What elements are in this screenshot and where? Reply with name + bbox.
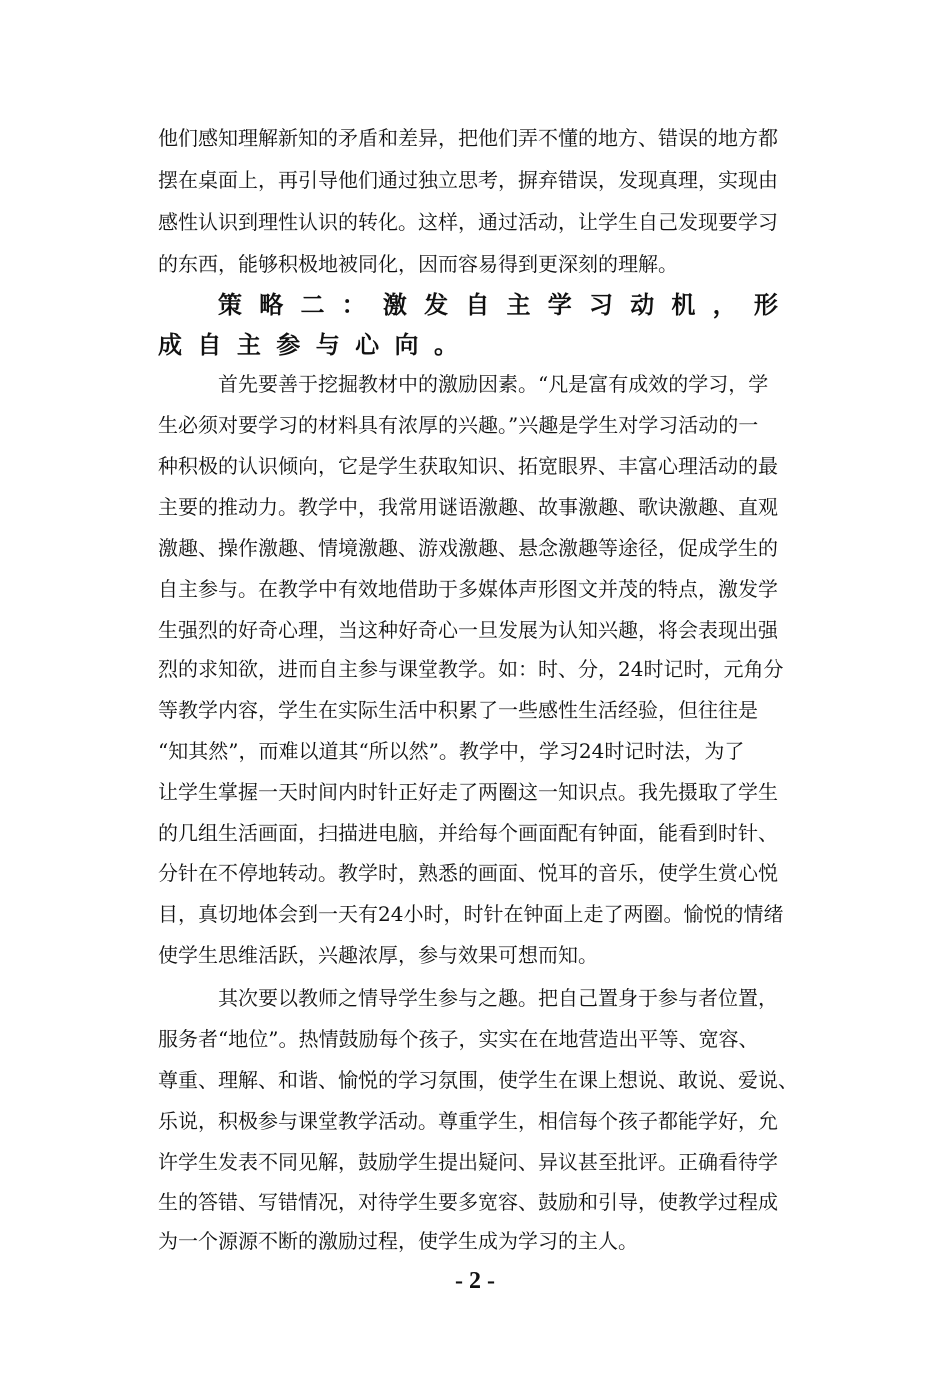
heading-char: 主 (506, 290, 531, 319)
paragraph-2-line: 分针在不停地转动。教学时，熟悉的画面、悦耳的音乐，使学生赏心悦 (158, 861, 778, 885)
heading-char: 形 (753, 290, 778, 319)
heading-char: 。 (433, 330, 458, 359)
heading-char: 动 (630, 290, 655, 319)
paragraph-2-line: 生必须对要学习的材料具有浓厚的兴趣。”兴趣是学生对学习活动的一 (158, 413, 759, 437)
section-heading-line-2 (158, 328, 458, 362)
paragraph-3-line: 乐说，积极参与课堂教学活动。尊重学生，相信每个孩子都能学好，允 (158, 1109, 778, 1133)
paragraph-2-line: 生强烈的好奇心理，当这种好奇心一旦发展为认知兴趣，将会表现出强 (158, 618, 778, 642)
heading-char: 心 (355, 330, 380, 359)
paragraph-2-line: “知其然”，而难以道其“所以然”。教学中，学习24时记时法，为了 (158, 739, 745, 763)
paragraph-3-line: 其次要以教师之情导学生参与之趣。把自己置身于参与者位置， (218, 986, 778, 1010)
heading-char: 向 (394, 330, 419, 359)
page-number: - 2 - (455, 1268, 495, 1294)
paragraph-2-line: 自主参与。在教学中有效地借助于多媒体声形图文并茂的特点，激发学 (158, 577, 778, 601)
paragraph-2-line: 主要的推动力。教学中，我常用谜语激趣、故事激趣、歌诀激趣、直观 (158, 495, 778, 519)
heading-char: 略 (259, 290, 284, 319)
paragraph-2-line: 种积极的认识倾向，它是学生获取知识、拓宽眼界、丰富心理活动的最 (158, 454, 778, 478)
paragraph-1-line: 摆在桌面上，再引导他们通过独立思考，摒弃错误，发现真理，实现由 (158, 168, 778, 192)
paragraph-3-line: 许学生发表不同见解，鼓励学生提出疑问、异议甚至批评。正确看待学 (158, 1150, 778, 1174)
paragraph-2-line: 激趣、操作激趣、情境激趣、游戏激趣、悬念激趣等途径，促成学生的 (158, 536, 778, 560)
heading-char: 激 (382, 290, 407, 319)
paragraph-3-line: 生的答错、写错情况，对待学生要多宽容、鼓励和引导，使教学过程成 (158, 1190, 778, 1214)
paragraph-1-line: 感性认识到理性认识的转化。这样，通过活动，让学生自己发现要学习 (158, 210, 778, 234)
heading-char: 习 (588, 290, 613, 319)
heading-char: 二 (300, 290, 325, 319)
paragraph-1-line: 他们感知理解新知的矛盾和差异，把他们弄不懂的地方、错误的地方都 (158, 126, 778, 150)
paragraph-2-line: 的几组生活画面，扫描进电脑，并给每个画面配有钟面，能看到时针、 (158, 821, 778, 845)
paragraph-2-line: 让学生掌握一天时间内时针正好走了两圈这一知识点。我先摄取了学生 (158, 780, 778, 804)
paragraph-3-line: 尊重、理解、和谐、愉悦的学习氛围，使学生在课上想说、敢说、爱说、 (158, 1068, 798, 1092)
paragraph-2-line: 使学生思维活跃，兴趣浓厚，参与效果可想而知。 (158, 943, 598, 967)
paragraph-1-line: 的东西，能够积极地被同化，因而容易得到更深刻的理解。 (158, 252, 678, 276)
paragraph-2-line: 烈的求知欲，进而自主参与课堂教学。如：时、分，24时记时，元角分 (158, 657, 784, 681)
section-heading-line-1 (218, 288, 778, 322)
paragraph-3-line: 服务者“地位”。热情鼓励每个孩子，实实在在地营造出平等、宽容、 (158, 1027, 759, 1051)
heading-char: 与 (315, 330, 340, 359)
heading-char: 自 (465, 290, 490, 319)
heading-char: 自 (197, 330, 222, 359)
paragraph-2-line: 等教学内容，学生在实际生活中积累了一些感性生活经验，但往往是 (158, 698, 758, 722)
heading-char: 参 (276, 330, 301, 359)
heading-char: 发 (424, 290, 449, 319)
paragraph-3-line: 为一个源源不断的激励过程，使学生成为学习的主人。 (158, 1229, 638, 1253)
heading-char: ， (712, 290, 737, 319)
heading-char: ： (341, 290, 366, 319)
heading-char: 策 (218, 290, 242, 319)
paragraph-2-line: 首先要善于挖掘教材中的激励因素。“凡是富有成效的学习，学 (218, 372, 769, 396)
paragraph-2-line: 目，真切地体会到一天有24小时，时针在钟面上走了两圈。愉悦的情绪 (158, 902, 784, 926)
heading-char: 主 (236, 330, 261, 359)
heading-char: 机 (671, 290, 696, 319)
heading-char: 学 (547, 290, 572, 319)
heading-char: 成 (158, 330, 182, 359)
